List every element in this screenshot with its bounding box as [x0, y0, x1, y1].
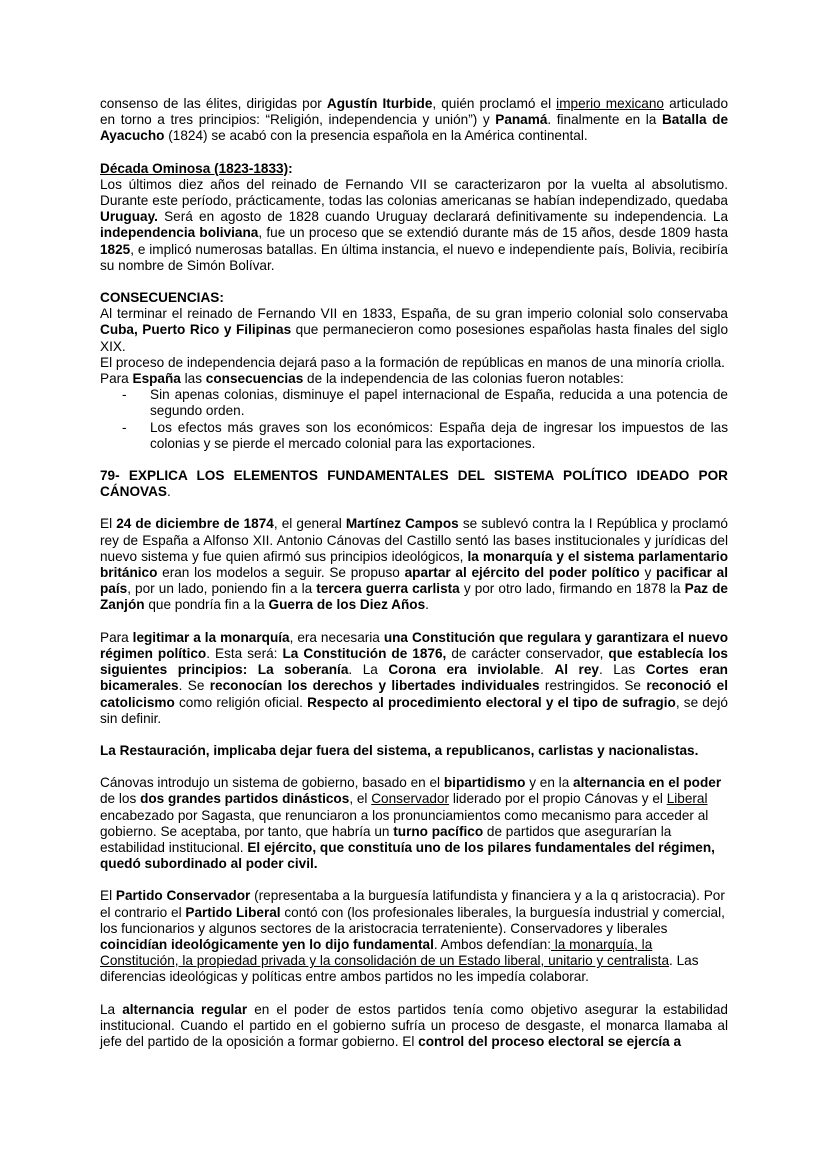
text-run: . Las — [598, 662, 646, 678]
bold-run: Guerra de los Diez Años — [268, 597, 426, 613]
bold-run: Agustín Iturbide — [326, 96, 433, 111]
text-run: , se dejó sin definir. — [100, 694, 728, 726]
bold-run: control del proceso electoral se ejercía a — [418, 1033, 682, 1049]
section-heading-consecuencias — [100, 290, 728, 306]
text-run: . Ambos defendían: — [433, 936, 551, 952]
underlined-run: la monarquía, la Constitución, la propiedad privada y la consolidación de un Estado liberal, unitario y centralista — [100, 936, 670, 969]
text-run: Cánovas introdujo un sistema de gobierno, basado en el — [100, 775, 444, 791]
underlined-run: Conservador — [371, 791, 450, 807]
bold-run: apartar al ejército del poder político — [404, 565, 640, 581]
document-page — [100, 96, 728, 1050]
paragraph-restauracion — [100, 743, 728, 759]
text-run: de partidos que asegurarían la estabilidad institucional. — [100, 823, 672, 855]
paragraph-consecuencias-3 — [100, 371, 728, 387]
list-item — [100, 420, 728, 452]
bold-run: Martínez Campos — [345, 516, 459, 532]
text-run: como religión oficial. — [174, 694, 308, 710]
text-run: que permanecieron como posesiones españolas hasta finales del siglo XIX. — [100, 322, 729, 354]
text-run: y en la — [525, 775, 574, 791]
bold-run: Uruguay. — [100, 209, 158, 225]
bold-run: reconoció el catolicismo — [100, 678, 728, 710]
text-run: , era necesaria — [289, 629, 384, 645]
paragraph-constitucion — [100, 630, 728, 727]
heading-text: Década Ominosa (1823-1833) — [100, 160, 289, 176]
text-run: en el poder de estos partidos tenía como objetivo asegurar la estabilidad institucional. Cuando el partido en el gobierno sufría un proceso de desgaste, el monarca llamaba al jefe del partido de la oposición a formar gobierno. El — [100, 1001, 728, 1049]
underlined-run: imperio mexicano — [556, 96, 664, 111]
text-run: se sublevó contra la I República y proclamó rey de España a Alfonso XII. Antonio Cánovas del Castillo sentó las bases institucionales y jurídicas del nuevo sistema y fue quien afirmó sus principios ideológicos, — [100, 516, 728, 564]
text-run: consenso de las élites, dirigidas por — [100, 96, 327, 111]
text-run: Los últimos diez años del reinado de Fernando VII se caracterizaron por la vuelta al absolutismo. Durante este período, prácticamente, todas las colonias americanas se habían independizado, quedaba — [100, 176, 728, 209]
bold-run: Cortes eran bicamerales — [100, 662, 728, 694]
heading-colon: : — [288, 160, 293, 176]
question-title-text: 79- EXPLICA LOS ELEMENTOS FUNDAMENTALES DEL SISTEMA POLÍTICO IDEADO POR CÁNOVAS — [100, 468, 728, 500]
text-run: . Las diferencias ideológicas y políticas entre ambos partidos no les impedía colaborar. — [100, 953, 699, 985]
list-item-text: Los efectos más graves son los económicos: España deja de ingresar los impuestos de las colonias y se pierde el mercado colonial para las exportaciones. — [150, 419, 728, 451]
bold-run: pacificar al país — [100, 565, 728, 597]
bold-run: Corona era inviolable — [388, 662, 541, 678]
text-run: liderado por el propio Cánovas y el — [449, 791, 667, 807]
text-run: encabezado por Sagasta, que renunciaron a los pronunciamientos como mecanismo para acceder al gobierno. Se aceptaba, por tanto, que habría un — [100, 807, 709, 839]
text-run: , quién proclamó el — [432, 96, 557, 111]
question-title — [100, 468, 728, 500]
paragraph-martinez-campos — [100, 516, 728, 613]
bold-run: turno pacífico — [393, 823, 484, 839]
underlined-run: Liberal — [666, 791, 708, 807]
paragraph-consecuencias-2: El proceso de independencia dejará paso a la formación de repúblicas en manos de una minoría criolla. — [100, 354, 725, 370]
text-run: . La — [348, 662, 389, 678]
text-run: de los — [100, 791, 141, 807]
bold-run: alternancia en el poder — [573, 775, 722, 791]
bold-run: Respecto al procedimiento electoral y el tipo de sufragio — [307, 694, 676, 710]
paragraph-alternancia — [100, 1002, 728, 1051]
bold-run: La Constitución de 1876, — [282, 645, 447, 661]
text-run: las — [180, 371, 206, 387]
paragraph-partidos — [100, 888, 728, 985]
dash-bullet: - — [122, 387, 127, 403]
paragraph-consecuencias-1 — [100, 306, 728, 355]
text-run: (1824) se acabó con la presencia española en la América continental. — [164, 128, 588, 144]
bold-run: dos grandes partidos dinásticos — [140, 791, 350, 807]
text-run: articulado en torno a tres principios: “Religión, independencia y unión”) y — [100, 96, 729, 128]
text-run: (representaba a la burguesía latifundista y financiera y a la q aristocracia). Por el contrario el — [100, 888, 725, 920]
text-run: restringidos. Se — [539, 678, 647, 694]
text-run: Para — [100, 629, 133, 645]
bold-run: Batalla de Ayacucho — [100, 112, 729, 144]
paragraph-decada-ominosa — [100, 177, 728, 274]
bold-run: Partido Conservador — [115, 888, 251, 904]
text-run: y — [639, 565, 657, 581]
bold-run: independencia boliviana — [100, 225, 259, 241]
text-run: . — [540, 662, 555, 678]
bold-run: España — [132, 371, 181, 387]
bold-run: la monarquía y el sistema parlamentario británico — [100, 548, 728, 581]
bold-run: 1825 — [100, 241, 131, 257]
text-run: eran los modelos a seguir. Se propuso — [157, 565, 405, 581]
text-run: . Esta será: — [206, 645, 283, 661]
text-run: El — [100, 516, 117, 532]
text-run: contó con (los profesionales liberales, la burguesía industrial y comercial, los funcionarios y algunos sectores de la aristocracia terrateniente). Conservadores y liberales — [100, 904, 725, 936]
bold-run: reconocían los derechos y libertades individuales — [209, 678, 540, 694]
bold-run: una Constitución que regulara y garantizara el nuevo régimen político — [100, 629, 729, 661]
bold-run: legitimar a la monarquía — [132, 629, 290, 645]
bold-run: coincidían ideológicamente yen lo dijo fundamental — [100, 936, 434, 952]
bold-run: consecuencias — [205, 371, 304, 387]
text-run: que pondría fin a la — [144, 597, 269, 613]
list-item-text: Sin apenas colonias, disminuye el papel internacional de España, reducida a una potencia de segundo orden. — [150, 387, 728, 419]
bold-run: El ejército, que constituía uno de los pilares fundamentales del régimen, quedó subordinado al poder civil. — [100, 839, 715, 872]
bold-run: Paz de Zanjón — [100, 581, 728, 613]
text-run: de carácter conservador, — [446, 645, 609, 661]
text-run: y por otro lado, firmando en 1878 la — [459, 581, 685, 597]
question-title-end: . — [166, 484, 171, 500]
bold-run: Cuba, Puerto Rico y Filipinas — [100, 322, 292, 338]
text-run: , por un lado, poniendo fin a la — [127, 581, 317, 597]
bold-run: que establecía los siguientes principios: La soberanía — [100, 645, 728, 678]
text-run: Al terminar el reinado de Fernando VII en 1833, España, de su gran imperio colonial solo conservaba — [100, 306, 728, 322]
bold-run: La Restauración, implicaba dejar fuera del sistema, a republicanos, carlistas y nacionalistas. — [100, 742, 699, 758]
consecuencias-list — [100, 387, 728, 452]
list-item — [100, 387, 728, 419]
bold-run: alternancia regular — [122, 1001, 248, 1017]
text-run: Será en agosto de 1828 cuando Uruguay declarará definitivamente su independencia. La — [157, 209, 728, 225]
bold-run: bipartidismo — [443, 775, 526, 791]
bold-run: 24 de diciembre de 1874 — [116, 516, 274, 532]
text-run: . Se — [178, 678, 210, 694]
bold-run: Panamá — [495, 112, 548, 128]
text-run: El — [100, 888, 116, 904]
text-run: de la independencia de las colonias fueron notables: — [303, 371, 624, 387]
bold-run: tercera guerra carlista — [316, 581, 460, 597]
text-run: , e implicó numerosas batallas. En última instancia, el nuevo e independiente país, Bolivia, recibiría su nombre de Simón Bolívar. — [100, 241, 728, 273]
heading-text: CONSECUENCIAS: — [100, 290, 224, 306]
text-run: , el — [349, 791, 372, 807]
text-run: , fue un proceso que se extendió durante más de 15 años, desde 1809 hasta — [258, 225, 729, 241]
text-run: . — [425, 597, 429, 613]
text-run: , el general — [273, 516, 346, 532]
paragraph-bipartidismo — [100, 775, 728, 872]
section-heading-decada-ominosa — [100, 161, 728, 177]
bold-run: Partido Liberal — [185, 904, 281, 920]
text-run: La — [100, 1001, 123, 1017]
text-run: . finalmente en la — [547, 112, 662, 128]
bold-run: Al rey — [554, 662, 599, 678]
text-run: Para — [100, 371, 133, 387]
dash-bullet: - — [122, 419, 127, 435]
paragraph-iturbide — [100, 96, 728, 145]
